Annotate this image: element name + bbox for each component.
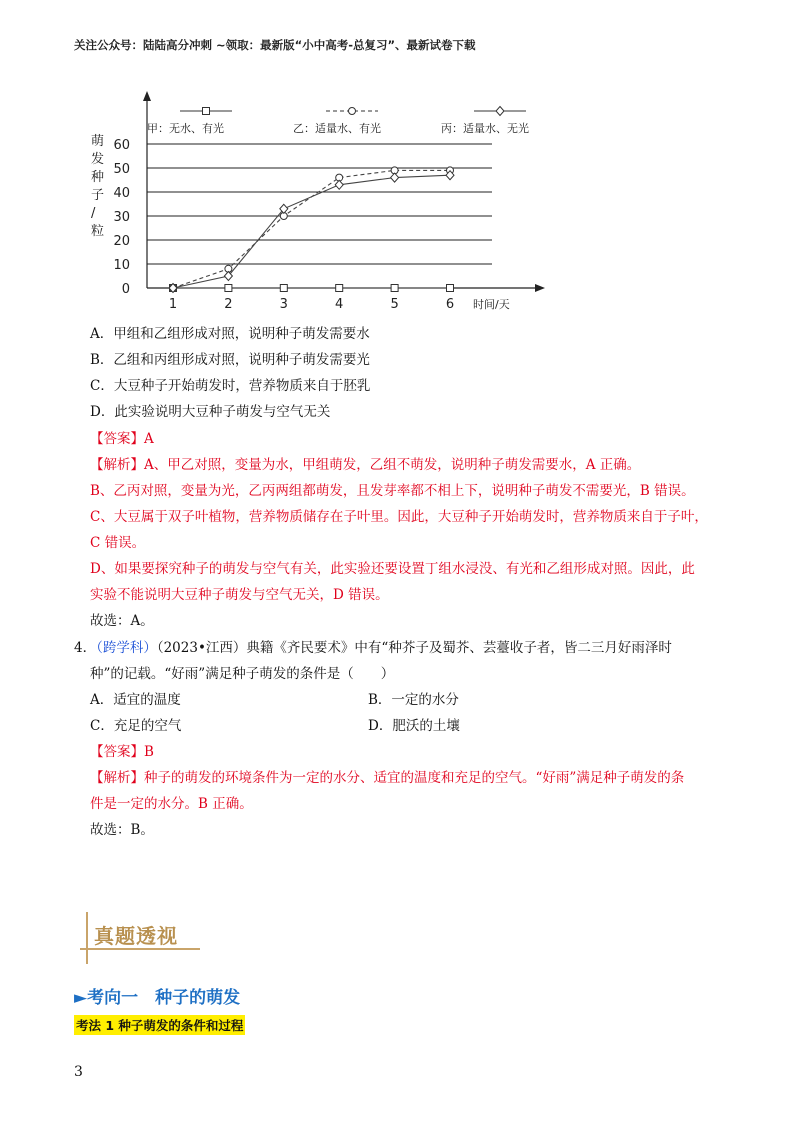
germination-chart xyxy=(85,85,555,315)
q4-option-a: A．适宜的温度 xyxy=(90,692,181,708)
q3-analysis-1: 【解析】A、甲乙对照，变量为水，甲组萌发，乙组不萌发，说明种子萌发需要水，A 正确。 xyxy=(90,457,641,473)
y-axis-label-char: / xyxy=(91,206,96,221)
data-point-square xyxy=(280,285,287,292)
data-point-square xyxy=(225,285,232,292)
q3-analysis-6: 实验不能说明大豆种子萌发与空气无关，D 错误。 xyxy=(90,587,389,603)
legend-label: 丙：适量水、无光 xyxy=(441,122,529,135)
q3-option-b: B．乙组和丙组形成对照，说明种子萌发需要光 xyxy=(90,352,370,368)
data-point-square xyxy=(447,285,454,292)
y-axis-label-char: 粒 xyxy=(91,224,105,239)
q3-answer: 【答案】A xyxy=(90,431,154,447)
y-tick-label: 30 xyxy=(113,210,130,225)
y-tick-label: 60 xyxy=(113,138,130,153)
y-tick-label: 0 xyxy=(121,282,130,297)
kaoxiang-heading: ►考向一 种子的萌发 xyxy=(74,988,241,1008)
q4-analysis-2: 件是一定的水分。B 正确。 xyxy=(90,796,253,812)
y-axis-label-char: 种 xyxy=(91,170,105,185)
y-tick-label: 10 xyxy=(113,258,130,273)
data-point-square xyxy=(336,285,343,292)
q3-analysis-2: B、乙丙对照，变量为光，乙丙两组都萌发，且发芽率都不相上下，说明种子萌发不需要光，B 错误。 xyxy=(90,483,695,499)
q4-answer: 【答案】B xyxy=(90,744,154,760)
series-line-1 xyxy=(173,170,450,288)
q3-option-a: A．甲组和乙组形成对照，说明种子萌发需要水 xyxy=(90,326,370,342)
x-tick-label: 6 xyxy=(445,297,455,312)
data-point-diamond xyxy=(335,180,343,189)
x-tick-label: 2 xyxy=(224,297,233,312)
y-axis-label-char: 萌 xyxy=(91,134,105,149)
q3-analysis-5: D、如果要探究种子的萌发与空气有关，此实验还要设置丁组水浸没、有光和乙组形成对照。因此，此 xyxy=(90,561,695,577)
banner-title: 真题透视 xyxy=(94,924,178,948)
q4-stem-line1 xyxy=(74,636,672,656)
q4-conclusion: 故选：B。 xyxy=(90,822,154,838)
y-axis-label-char: 子 xyxy=(91,188,105,203)
legend-marker-square xyxy=(203,108,210,115)
kaofa-heading: 考法 1 种子萌发的条件和过程 xyxy=(74,1015,245,1035)
q4-stem-1: （2023•江西）典籍《齐民要术》中有“种芥子及蜀芥、芸薹收子者，皆二三月好雨泽时 xyxy=(156,640,672,656)
x-tick-label: 3 xyxy=(279,297,288,312)
y-tick-label: 40 xyxy=(113,186,130,201)
legend-marker-diamond xyxy=(496,107,504,116)
y-axis-arrow xyxy=(143,91,151,101)
data-point-diamond xyxy=(391,173,399,182)
q3-conclusion: 故选：A。 xyxy=(90,613,154,629)
x-tick-label: 1 xyxy=(168,297,178,312)
q3-option-d: D．此实验说明大豆种子萌发与空气无关 xyxy=(90,404,331,420)
legend-label: 乙：适量水、有光 xyxy=(293,122,381,135)
q4-number: 4． xyxy=(74,640,97,656)
page-number: 3 xyxy=(74,1064,83,1080)
q3-option-c: C．大豆种子开始萌发时，营养物质来自于胚乳 xyxy=(90,378,371,394)
x-tick-label: 5 xyxy=(390,297,399,312)
x-axis-label: 时间/天 xyxy=(473,298,510,311)
q4-stem-2: 种”的记载。“好雨”满足种子萌发的条件是（ ） xyxy=(90,666,395,682)
data-point-square xyxy=(391,285,398,292)
page-header: 关注公众号：陆陆高分冲刺 ~领取：最新版“小中高考-总复习”、最新试卷下载 xyxy=(74,38,476,52)
legend-marker-circle xyxy=(349,108,356,115)
q4-option-c: C．充足的空气 xyxy=(90,718,182,734)
q4-tag: （跨学科） xyxy=(96,640,157,656)
y-axis-label-char: 发 xyxy=(91,152,105,167)
y-tick-label: 50 xyxy=(113,162,130,177)
q3-analysis-4: C 错误。 xyxy=(90,535,146,551)
legend-label: 甲：无水、有光 xyxy=(147,122,224,135)
q4-analysis-1: 【解析】种子的萌发的环境条件为一定的水分、适宜的温度和充足的空气。“好雨”满足种子萌发的条 xyxy=(90,770,685,786)
x-axis-arrow xyxy=(535,284,545,292)
q3-analysis-3: C、大豆属于双子叶植物，营养物质储存在子叶里。因此，大豆种子开始萌发时，营养物质来自于子叶， xyxy=(90,509,708,525)
q4-option-b: B．一定的水分 xyxy=(368,692,459,708)
banner-vertical-rule xyxy=(86,912,88,964)
q4-option-d: D．肥沃的土壤 xyxy=(368,718,460,734)
y-tick-label: 20 xyxy=(113,234,130,249)
section-banner xyxy=(80,912,202,954)
x-tick-label: 4 xyxy=(335,297,344,312)
